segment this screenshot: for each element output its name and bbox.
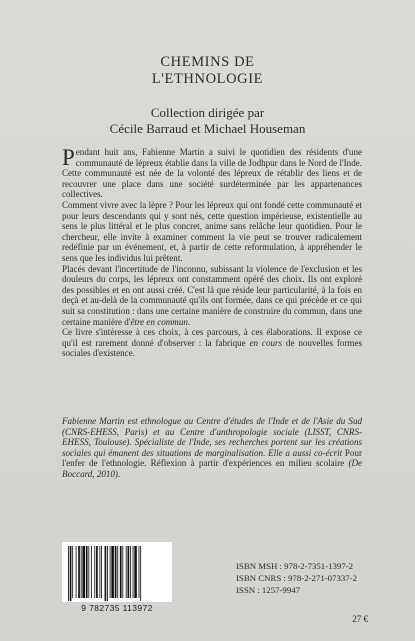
barcode-bar — [115, 546, 117, 598]
barcode-bar — [68, 546, 69, 601]
summary-text — [62, 147, 362, 359]
barcode-bars — [62, 542, 172, 602]
barcode-bar — [91, 546, 92, 598]
barcode-bar — [117, 546, 118, 598]
series-title-line1: CHEMINS DE — [160, 54, 255, 70]
barcode-bar — [134, 546, 137, 598]
paragraph-3-italic: être en commun — [130, 316, 188, 327]
barcode-bar — [94, 546, 95, 598]
barcode-bar — [126, 546, 127, 598]
paragraph-3 — [62, 264, 362, 328]
barcode-bar — [130, 546, 131, 598]
barcode-bar — [133, 546, 134, 598]
paragraph-4-text-a: Ce livre s'intéresse à ces choix, à ces parcours, à ces élaborations. Il expose ce qu'il est rarement donné d'observer : la fabrique — [62, 327, 362, 348]
barcode-bar — [139, 546, 140, 598]
barcode-bar — [105, 546, 107, 601]
isbn-cnrs: ISBN CNRS : 978-2-271-07337-2 — [236, 573, 357, 584]
series-title — [0, 54, 415, 88]
paragraph-4-text-b: de nouvelles formes sociales d'existence. — [62, 337, 363, 359]
barcode-bar — [110, 546, 111, 598]
author-bio-roman: Pour l'enfer de l'ethnologie. Réflexion à partir d'expériences en milieu scolaire — [62, 447, 362, 469]
barcode-bar — [107, 546, 108, 601]
price: 27 € — [352, 614, 368, 624]
barcode-number: 9 782735 113972 — [81, 603, 153, 613]
barcode-bar — [140, 546, 141, 601]
paragraph-4 — [62, 327, 362, 359]
paragraph-3-text: Placés devant l'incertitude de l'inconnu, subissant la violence de l'exclusion et les douleurs du corps, les lépreux ont constamment opéré des choix. Ils ont exploré des possibles et en ont aussi créé. C'est là que réside leur particularité, à la fois en deçà et au-delà de la communauté qu'ils ont formée, dans ce qui précède et ce qui suit sa constitution : dans une certaine manière de construire du commun, dans une certaine manière d' — [62, 263, 362, 327]
drop-cap: P — [62, 145, 75, 170]
barcode-bar — [70, 546, 72, 601]
barcode-bar — [99, 546, 100, 598]
collection-editors — [0, 105, 415, 137]
barcode-bar — [128, 546, 130, 598]
paragraph-3-end: . — [187, 316, 191, 327]
author-bio-italic: Fabienne Martin est ethnologue au Centre d'études de l'Inde et de l'Asie du Sud (CNRS-EHESS, Paris) et au Centre d'anthropologie sociale (LISST, CNRS-EHESS, Toulouse). Spécialiste de l'Inde, ses recherches portent sur les créations sociales qui émanent des situations de marginalisation. Elle a aussi co-écrit — [62, 416, 362, 458]
barcode — [62, 542, 172, 602]
barcode-bar — [81, 546, 82, 598]
paragraph-4-italic: en cours — [249, 337, 283, 348]
isbn-msh: ISBN MSH : 978-2-7351-1397-2 — [236, 561, 354, 571]
issn: ISSN : 1257-9947 — [236, 585, 301, 596]
author-bio-italic-end: (De Boccard, 2010). — [62, 458, 362, 479]
barcode-bar — [78, 546, 80, 598]
barcode-bar — [101, 546, 102, 598]
paragraph-1-text: endant huit ans, Fabienne Martin a suivi le quotidien des résidents d'une communauté de lépreux établie dans la ville de Jodhpur dans le Nord de l'Inde. Cette communauté est née de la volonté des lépreux de rétablir des liens et de recouvrer une place dans une société surdéterminée par les appartenances collectives. — [62, 147, 362, 200]
barcode-bar — [76, 546, 77, 598]
barcode-bar — [72, 546, 73, 598]
collection-label: Collection dirigée par — [150, 105, 265, 120]
author-bio — [62, 416, 362, 480]
paragraph-2: Comment vivre avec la lèpre ? Pour les lépreux qui ont fondé cette communauté et pour leurs descendants qui y sont nés, cette question impérieuse, existentielle au sens le plus littéral et le plus concret, anime sans relâche leur quotidien. Pour le chercheur, elle invite à examiner comment la vie peut se trouver radicalement redéfinie par un événement, et, à partir de cette reformulation, à appréhender le sens que les individus lui prêtent. — [62, 199, 362, 263]
barcode-bar — [96, 546, 98, 598]
barcode-bar — [120, 546, 122, 598]
barcode-bar — [88, 546, 89, 598]
barcode-bar — [82, 546, 85, 598]
barcode-bar — [86, 546, 88, 598]
series-title-line2: L'ETHNOLOGIE — [151, 71, 264, 87]
paragraph-1 — [62, 147, 362, 200]
collection-editors-names: Cécile Barraud et Michael Houseman — [109, 121, 306, 136]
isbn-block — [236, 560, 376, 597]
barcode-bar — [122, 546, 123, 598]
barcode-bar — [111, 546, 114, 598]
